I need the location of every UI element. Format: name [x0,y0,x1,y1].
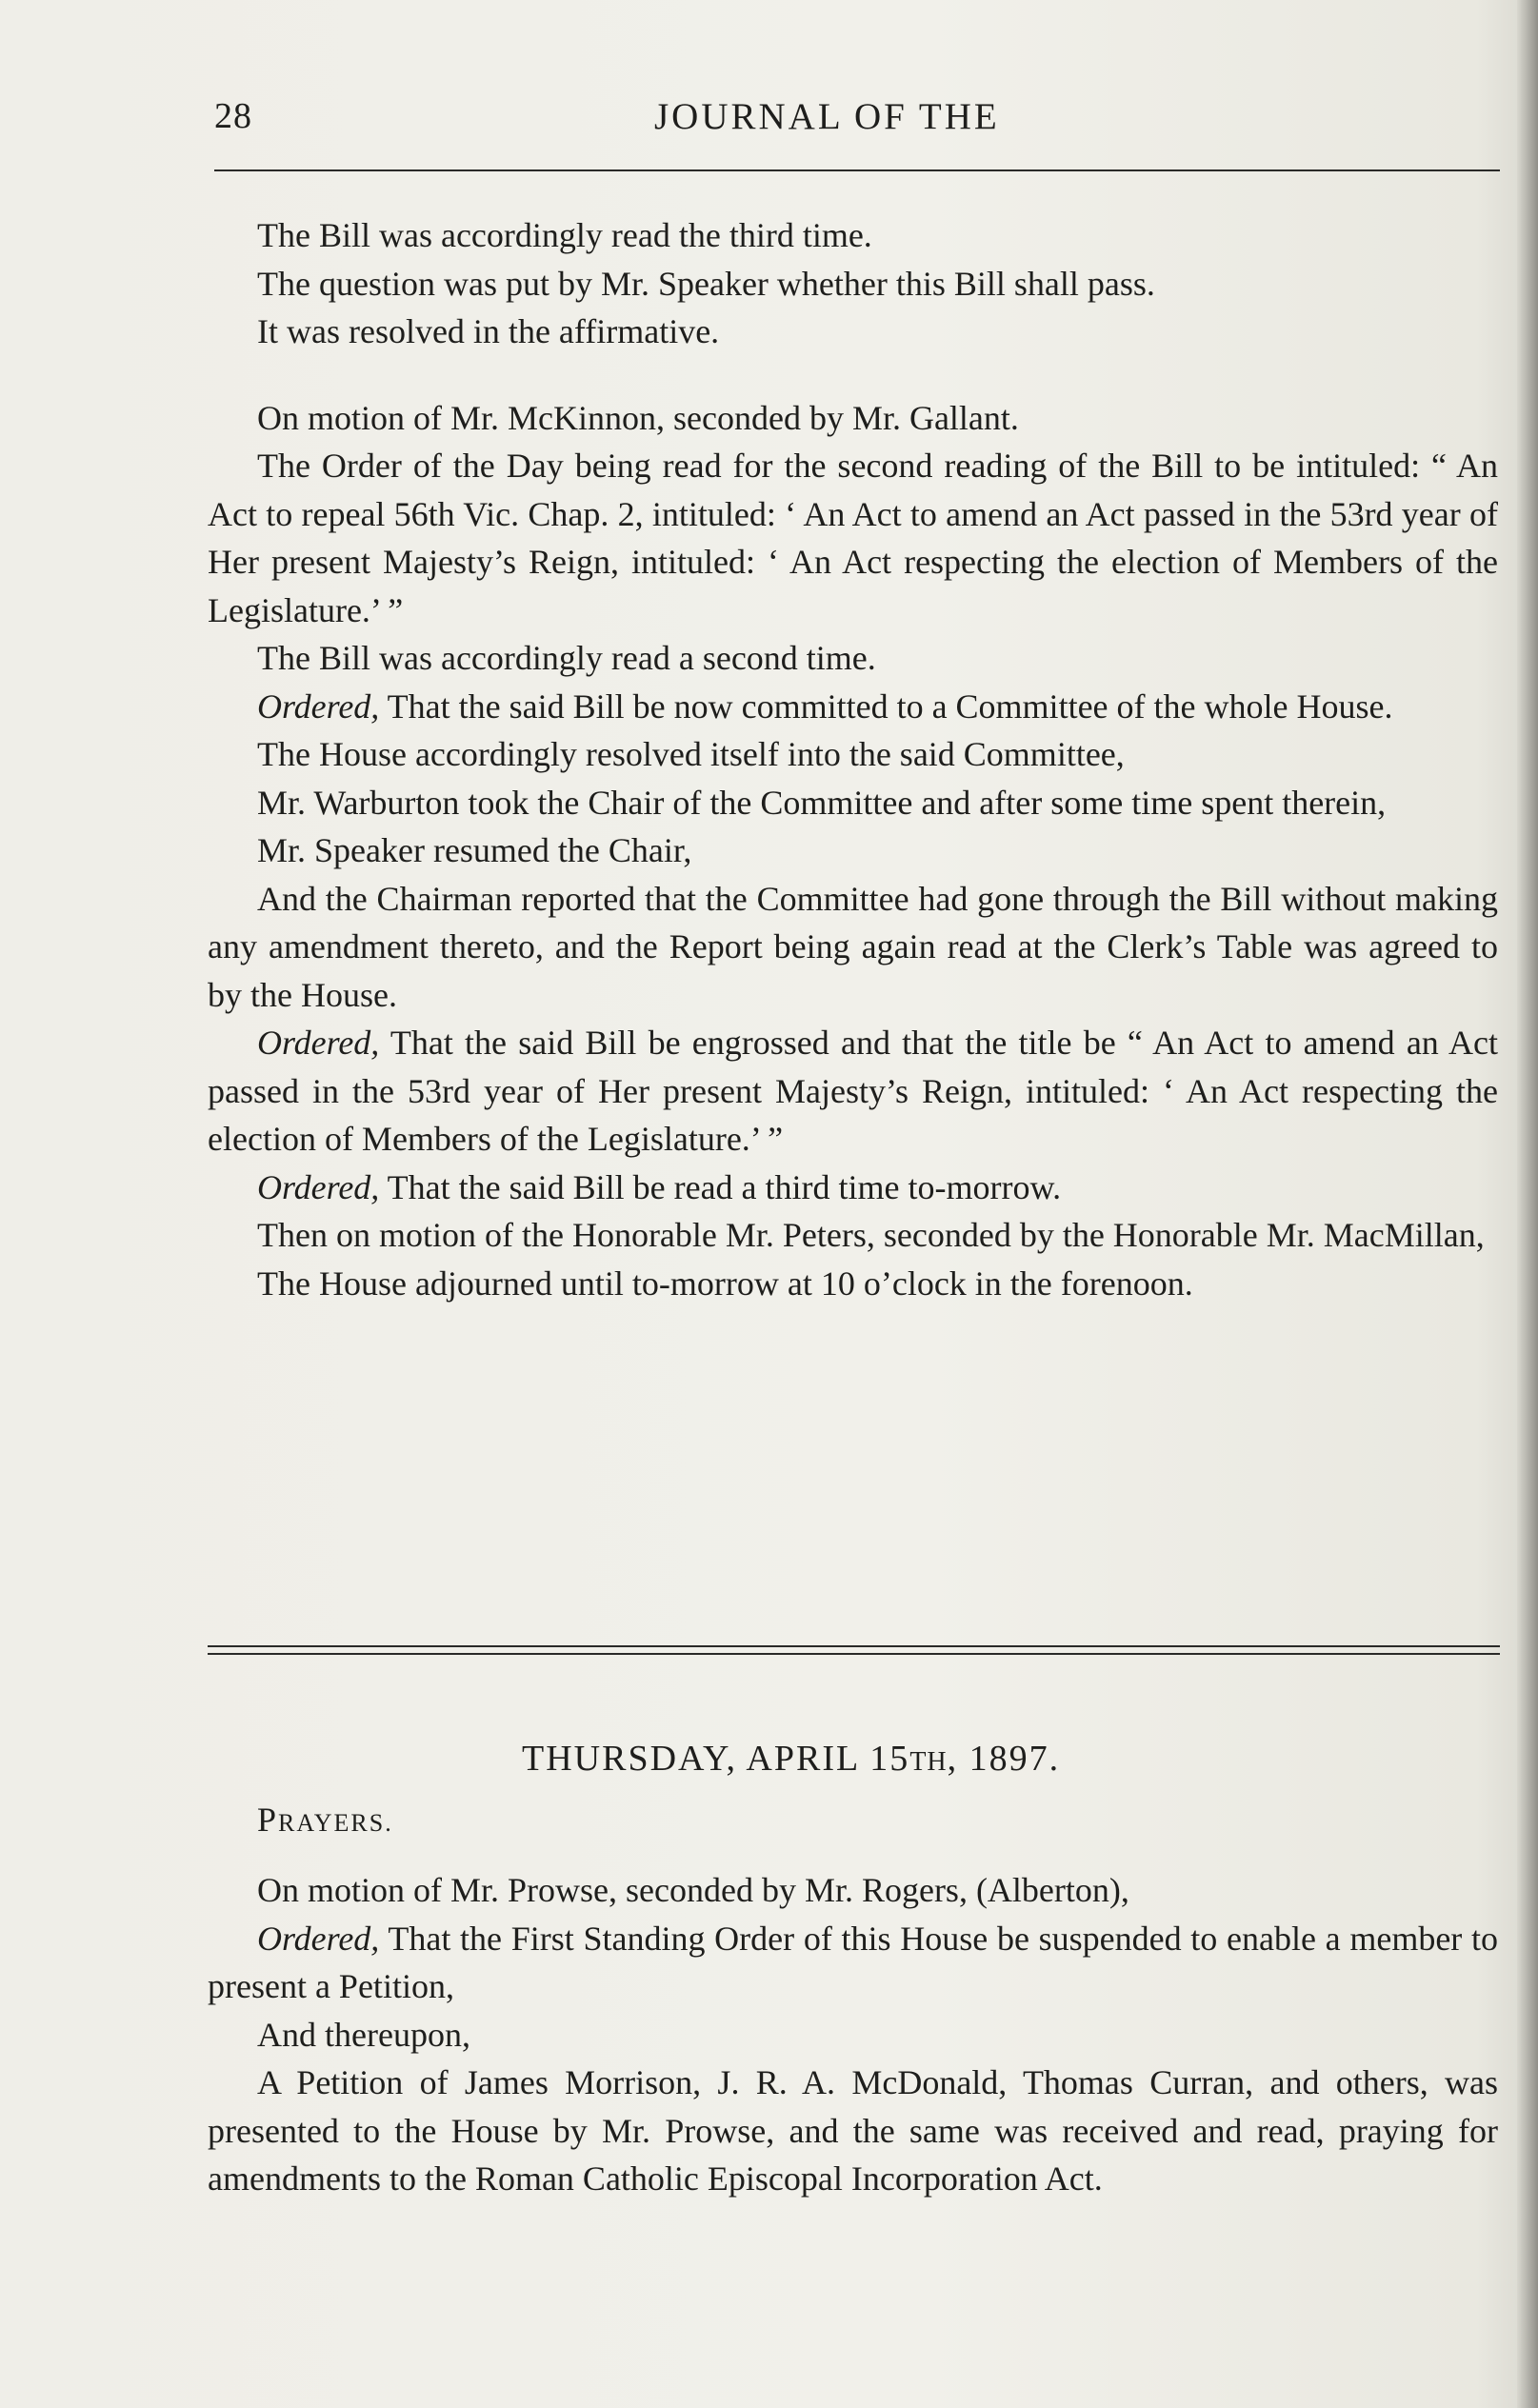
paragraph-text: That the said Bill be engrossed and that the title be “ An Act to amend an Act passed in the 53rd year of Her present Majesty’s Reign, intituled: ‘ An Act respecting the election of Members of the Legislature.’ ” [208,1024,1498,1158]
paragraph: And the Chairman reported that the Committee had gone through the Bill without making any amendment thereto, and the Report being again read at the Clerk’s Table was agreed to by the House. [208,879,1498,1014]
header-rule [214,169,1500,171]
paragraph: Mr. Warburton took the Chair of the Committee and after some time spent therein, [257,783,1387,822]
paragraph-text: That the said Bill be now committed to a Committee of the whole House. [379,687,1393,726]
running-head: JOURNAL OF THE [654,96,1000,137]
paragraph: The Order of the Day being read for the second reading of the Bill to be intituled: “ An Act to repeal 56th Vic. Chap. 2, intituled: ‘ An Act to amend an Act passed in the 53rd year of Her present Majesty’s Reign, intituled: ‘ An Act respecting the election of Members of the Legislature.’ ” [208,447,1498,629]
day-heading-suffix: TH [909,1747,948,1777]
proceedings-section-2 [208,1866,1498,2203]
day-heading-year: , 1897. [947,1739,1061,1779]
page-edge-shadow [1517,0,1538,2408]
paragraph: And thereupon, [257,2015,470,2054]
day-heading-main: THURSDAY, APRIL 15 [522,1739,910,1779]
paragraph [208,1915,1498,2011]
page-header [214,95,1495,152]
paragraph: The Bill was accordingly read a second time. [257,639,876,677]
paragraph: It was resolved in the affirmative. [257,312,720,350]
paragraph: The question was put by Mr. Speaker whether this Bill shall pass. [257,264,1155,303]
paragraph-text: That the said Bill be read a third time to-morrow. [379,1167,1062,1206]
prayers-rest: RAYERS. [278,1809,393,1837]
section-divider [208,1645,1500,1655]
paragraph: On motion of Mr. Prowse, seconded by Mr. Rogers, (Alberton), [257,1871,1129,1909]
day-heading [522,1738,1060,1780]
prayers-initial: P [257,1801,279,1839]
paragraph: The House adjourned until to-morrow at 10 o’clock in the forenoon. [257,1264,1193,1303]
paragraph-text: That the First Standing Order of this House be suspended to enable a member to present a Petition, [208,1919,1498,2005]
ordered-label: Ordered, [257,1024,380,1062]
paragraph: A Petition of James Morrison, J. R. A. McDonald, Thomas Curran, and others, was presented to the House by Mr. Prowse, and the same was received and read, praying for amendments to the Roman Catholic Episcopal Incorporation Act. [208,2063,1498,2198]
paragraph: The House accordingly resolved itself into the said Committee, [257,735,1125,773]
paragraph: The Bill was accordingly read the third time. [257,216,872,254]
page-number: 28 [214,96,252,136]
paragraph: On motion of Mr. McKinnon, seconded by Mr. Gallant. [257,398,1019,437]
prayers-label [257,1800,393,1840]
ordered-label: Ordered, [257,1919,380,1958]
ordered-label: Ordered, [257,1167,380,1206]
paragraph: Then on motion of the Honorable Mr. Peters, seconded by the Honorable Mr. MacMillan, [257,1216,1485,1254]
paragraph [208,1164,1498,1212]
paragraph: Mr. Speaker resumed the Chair, [257,831,692,869]
paragraph [208,1019,1498,1164]
paragraph [208,683,1498,731]
proceedings-section-1 [208,211,1498,1307]
ordered-label: Ordered, [257,687,380,726]
